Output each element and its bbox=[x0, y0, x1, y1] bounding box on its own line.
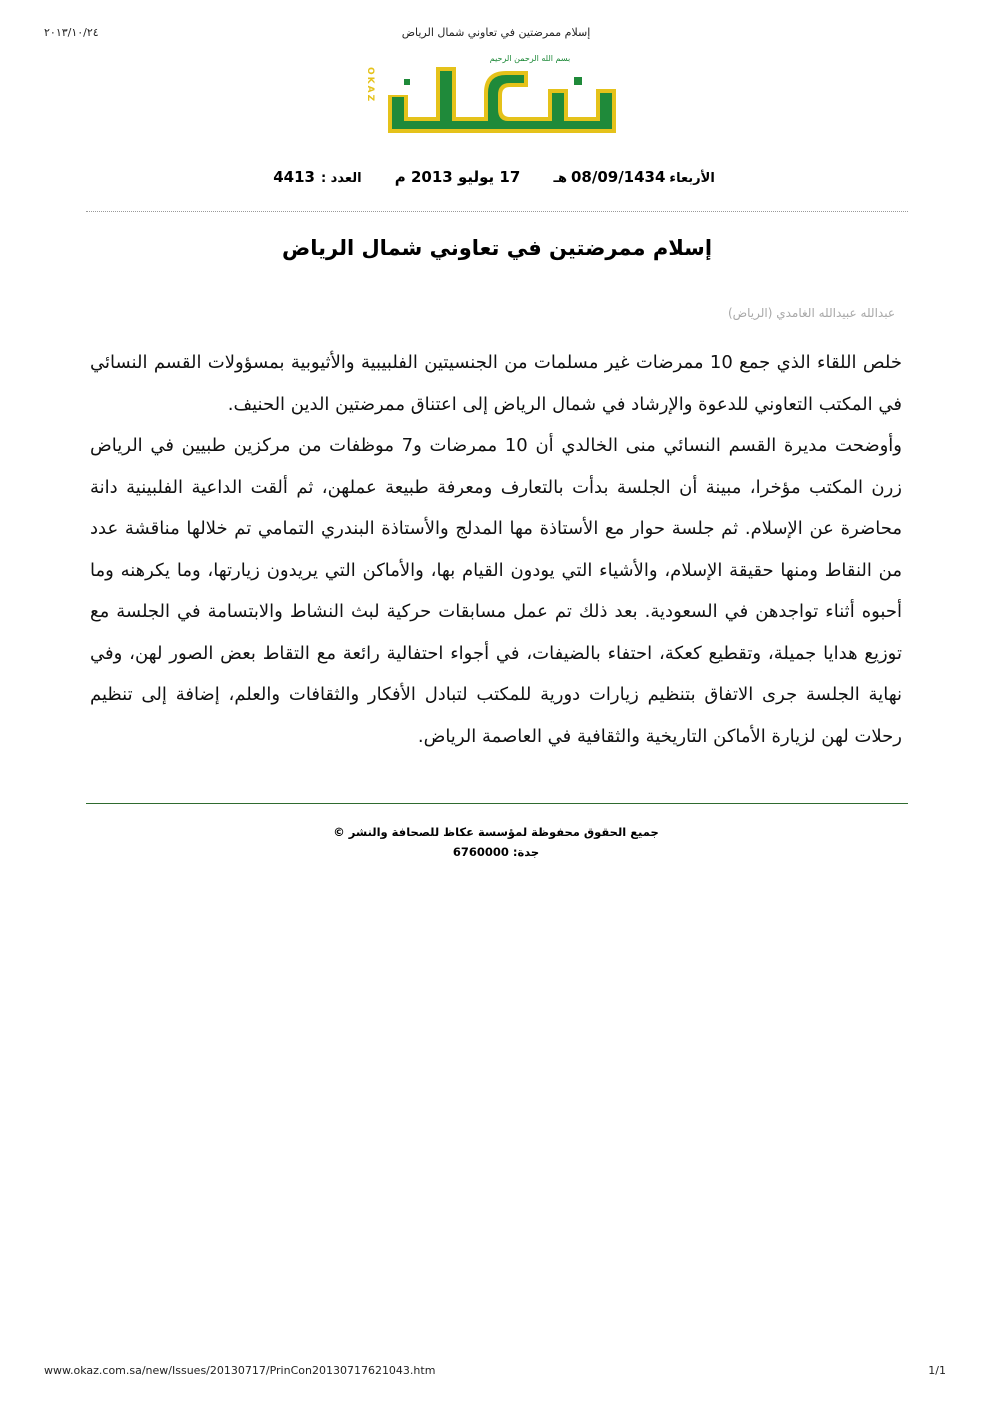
article-title: إسلام ممرضتين في تعاوني شمال الرياض bbox=[281, 236, 713, 260]
article-author: عبدالله عبيدالله الغامدي (الرياض) bbox=[727, 306, 895, 320]
gregorian-date: 17 يوليو 2013 م bbox=[394, 168, 521, 186]
weekday-hijri bbox=[554, 168, 719, 186]
issue-label: العدد : bbox=[320, 171, 362, 186]
print-date: ٢٠١٣/١٠/٢٤ bbox=[44, 26, 99, 39]
copyright-block bbox=[0, 822, 992, 862]
issue-info bbox=[273, 168, 361, 186]
copyright-line: جميع الحقوق محفوظة لمؤسسة عكاظ للصحافة والنشر © bbox=[333, 825, 659, 839]
hijri-date: 08/09/1434 bbox=[570, 168, 666, 186]
page-number: 1/1 bbox=[928, 1364, 946, 1377]
weekday-label: الأربعاء bbox=[669, 171, 715, 186]
okaz-logo-graphic bbox=[360, 47, 630, 145]
issue-number: 4413 bbox=[273, 168, 315, 186]
dotted-divider bbox=[86, 211, 908, 212]
dateline bbox=[0, 168, 992, 186]
source-url: www.okaz.com.sa/new/Issues/20130717/PrinCon20130717621043.htm bbox=[44, 1364, 436, 1377]
article-body bbox=[90, 342, 902, 757]
basmala-text: بسم الله الرحمن الرحيم bbox=[489, 54, 571, 63]
print-page-title: إسلام ممرضتين في تعاوني شمال الرياض bbox=[401, 26, 591, 39]
article-paragraph: وأوضحت مديرة القسم النسائي منى الخالدي أن 10 ممرضات و7 موظفات من مركزين طبيين في الرياض زرن المكتب مؤخرا، مبينة أن الجلسة بدأت بالتعارف ومعرفة طبيعة عملهن، ثم ألقت الداعية الفلبينية دانة محاضرة عن الإسلام. ثم جلسة حوار مع الأستاذة مها المدلج والأستاذة البندري التمامي تم خلالها مناقشة عدد من النقاط ومنها حقيقة الإسلام، والأشياء التي يودون القيام بها، والأماكن التي يريدون زيارتها، وما يكرهنه وما أحبوه أثناء تواجدهن في السعودية. بعد ذلك تم عمل مسابقات حركية لبث النشاط والابتسامة في الجلسة مع توزيع هدايا جميلة، وتقطيع كعكة، احتفاء بالضيفات، في أجواء احتفالية رائعة مع التقاط بعض الصور لهن، وفي نهاية الجلسة جرى الاتفاق بتنظيم زيارات دورية للمكتب لتبادل الأفكار والثقافات والعلم، إضافة إلى تنظيم رحلات لهن لزيارة الأماكن التاريخية والثقافية في العاصمة الرياض. bbox=[90, 435, 902, 747]
okaz-logo bbox=[360, 47, 630, 145]
contact-line: جدة: 6760000 bbox=[452, 845, 540, 859]
okaz-latin-letters: OKAZ bbox=[365, 67, 375, 104]
article-paragraph: خلص اللقاء الذي جمع 10 ممرضات غير مسلمات من الجنسيتين الفلبيبية والأثيوبية بمسؤولات القسم النسائي في المكتب التعاوني للدعوة والإرشاد في شمال الرياض إلى اعتناق ممرضتين الدين الحنيف. bbox=[90, 352, 902, 415]
hijri-suffix: هـ bbox=[553, 171, 567, 186]
footer-divider bbox=[86, 803, 908, 804]
